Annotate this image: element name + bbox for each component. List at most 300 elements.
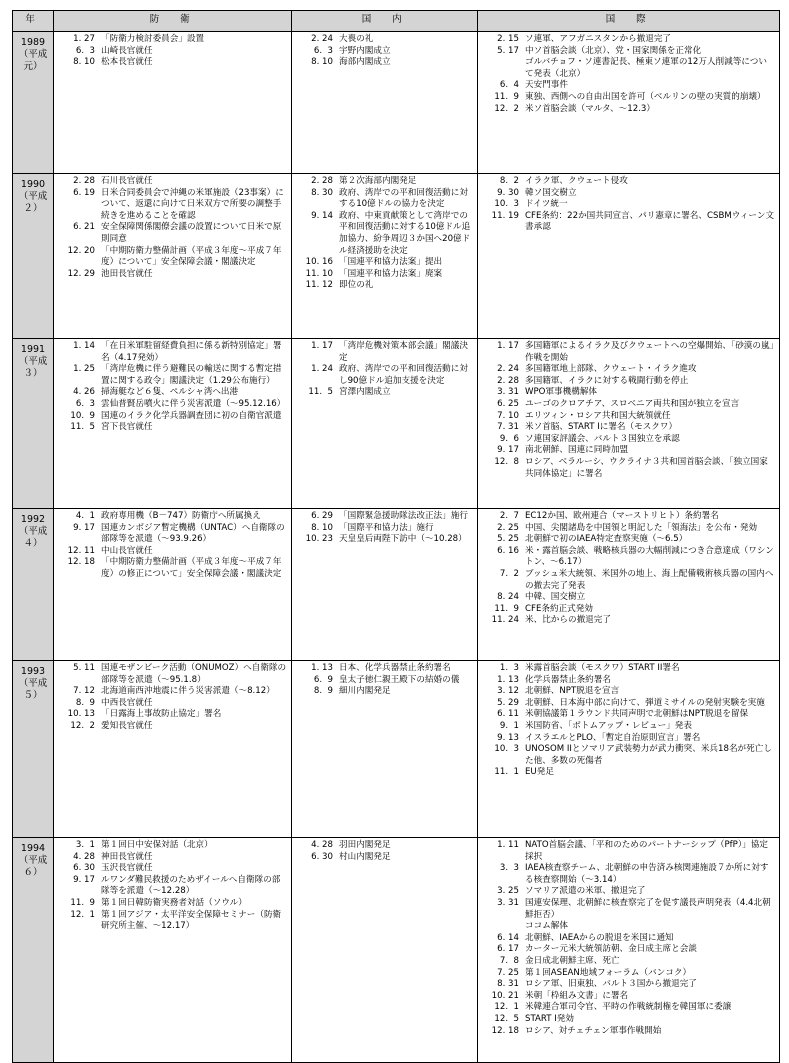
international-cell xyxy=(478,174,780,339)
header-international: 国 際 xyxy=(478,11,780,32)
year-label: 1993 xyxy=(20,666,46,677)
event-date: 8. 30 xyxy=(311,187,333,198)
event-entry xyxy=(478,1014,779,1026)
event-entry xyxy=(292,34,477,46)
event-entry xyxy=(54,34,291,46)
event-date: 4. 28 xyxy=(311,840,333,850)
event-text: 「国際平和協力法」施行 xyxy=(339,522,434,533)
event-date: 8. 9 xyxy=(75,697,95,708)
event-entry xyxy=(478,979,779,991)
event-entry xyxy=(54,863,291,875)
event-text: UNOSOM IIとソマリア武装勢力が武力衝突、米兵18名が死亡した他、多数の死傷者 xyxy=(525,744,772,766)
event-date: 6. 11 xyxy=(497,709,519,720)
event-entry xyxy=(478,364,779,376)
event-text: 北朝鮮で初のIAEA特定査察実施（～6.5） xyxy=(525,534,688,545)
event-text: NATO首脳会議、「平和のためのパートナーシップ（PfP）」協定採択 xyxy=(525,840,768,862)
event-entry xyxy=(54,176,291,188)
event-date: 6. 3 xyxy=(75,45,95,56)
event-text: 多国籍軍によるイラク及びクウェートへの空爆開始、「砂漠の嵐」作戦を開始 xyxy=(525,341,774,363)
event-text: 「湾岸危機に伴う避難民の輸送に関する暫定措置に関する政令」閣議決定（1.29公布施行） xyxy=(101,364,282,386)
event-text: 南北朝鮮、国連に同時加盟 xyxy=(525,445,629,456)
international-cell xyxy=(478,661,780,838)
event-date: 1. 25 xyxy=(73,364,95,375)
year-row xyxy=(13,32,780,174)
event-date: 3. 3 xyxy=(499,863,519,874)
event-date: 11. 5 xyxy=(308,387,333,398)
event-date: 8. 10 xyxy=(311,522,333,533)
international-cell xyxy=(478,32,780,174)
event-text: ソ連国家評議会、バルト３国独立を承認 xyxy=(525,433,680,444)
event-date: 6. 29 xyxy=(311,511,333,521)
event-text: 宮下長官就任 xyxy=(101,422,153,433)
event-entry xyxy=(478,422,779,434)
event-date: 12. 18 xyxy=(67,557,95,568)
event-text: ロシア、対チェチェン軍事作戦開始 xyxy=(525,1025,662,1036)
event-text: 第１回アジア・太平洋安全保障セミナー（防衛研究所主催、～12.17） xyxy=(101,909,282,932)
year-label: 1991 xyxy=(20,344,46,355)
event-entry xyxy=(478,1026,779,1038)
event-entry xyxy=(292,511,477,523)
event-entry xyxy=(54,399,291,411)
event-entry xyxy=(478,592,779,604)
event-date: 9. 1 xyxy=(499,720,519,731)
event-date: 12. 11 xyxy=(67,545,95,556)
era-label: （平成６） xyxy=(18,855,48,878)
event-entry xyxy=(54,557,291,580)
event-text: 「防衛力検討委員会」設置 xyxy=(101,34,205,44)
event-text: 皇太子徳仁親王殿下の結婚の儀 xyxy=(339,674,460,685)
event-entry xyxy=(478,57,779,80)
event-text: 山崎長官就任 xyxy=(101,45,153,56)
event-entry xyxy=(292,675,477,687)
event-date: 11. 9 xyxy=(494,603,519,614)
event-entry xyxy=(54,721,291,733)
event-text: 細川内閣発足 xyxy=(339,686,391,697)
event-entry xyxy=(54,411,291,423)
event-text: IAEA核査察チーム、北朝鮮の申告済み核関連施設７か所に対する核査察開始（～3.14） xyxy=(525,863,769,885)
event-date: 4. 1 xyxy=(75,511,95,521)
year-label: 1992 xyxy=(20,514,46,525)
event-entry xyxy=(478,968,779,980)
event-text: 第１回日中安保対話（北京） xyxy=(101,840,213,850)
event-text: ブッシュ米大統領、米国外の地上、海上配備戦術核兵器の国内への撤去完了発表 xyxy=(525,568,774,591)
event-date: 4. 28 xyxy=(73,851,95,862)
event-entry xyxy=(478,840,779,863)
event-entry xyxy=(478,523,779,535)
event-text: 米国防省、「ボトムアップ・レビュー」発表 xyxy=(525,720,692,731)
event-text: CFE条約：22か国共同宣言、パリ憲章に署名、CSBMウィーン文書承認 xyxy=(525,210,775,233)
event-entry xyxy=(478,387,779,399)
international-cell xyxy=(478,339,780,509)
event-date: 7. 25 xyxy=(497,967,519,978)
chronology-table xyxy=(12,10,780,1063)
event-entry xyxy=(478,445,779,457)
event-date: 8. 31 xyxy=(497,979,519,990)
event-entry xyxy=(292,280,477,292)
event-date: 9. 14 xyxy=(311,210,333,221)
event-text: ココム解体 xyxy=(525,921,568,932)
defense-cell xyxy=(54,509,292,661)
event-date: 9. 6 xyxy=(499,433,519,444)
event-text: 東独、西側への自由出国を許可（ベルリンの壁の実質的崩壊） xyxy=(525,91,766,102)
era-label: （平成２） xyxy=(18,191,48,214)
event-entry xyxy=(292,523,477,535)
year-cell xyxy=(13,838,54,1063)
event-text: ロシア軍、旧東独、バルト３国から撤退完了 xyxy=(525,979,697,990)
event-entry xyxy=(478,956,779,968)
event-text: 米ソ首脳会談（マルタ、～12.3） xyxy=(525,103,655,114)
event-entry xyxy=(478,663,779,675)
event-text: 大喪の礼 xyxy=(339,34,374,44)
event-date: 12. 1 xyxy=(70,909,95,920)
event-text: 北朝鮮、IAEAからの脱退を米国に通知 xyxy=(525,932,674,943)
event-text: ドイツ統一 xyxy=(525,199,568,210)
event-entry xyxy=(478,733,779,745)
event-entry xyxy=(292,387,477,399)
event-text: 米朝協議第１ラウンド共同声明で北朝鮮はNPT脱退を留保 xyxy=(525,709,749,720)
domestic-cell xyxy=(292,509,478,661)
event-entry xyxy=(54,511,291,523)
event-entry xyxy=(478,569,779,592)
year-cell xyxy=(13,339,54,509)
event-entry xyxy=(478,721,779,733)
event-date: 9. 17 xyxy=(73,522,95,533)
header-row xyxy=(13,11,780,32)
event-date: 9. 13 xyxy=(497,732,519,743)
event-text: 北朝鮮、NPT脱退を宣言 xyxy=(525,686,620,697)
event-entry xyxy=(54,57,291,69)
event-text: ゴルバチョフ・ソ連書記長、極東ソ連軍の12万人削減等について発表（北京） xyxy=(525,57,767,79)
event-date: 2. 24 xyxy=(311,34,333,44)
international-cell xyxy=(478,838,780,1063)
event-text: 多国籍軍、イラクに対する戦闘行動を停止 xyxy=(525,375,689,386)
event-entry xyxy=(292,269,477,281)
event-date: 5. 29 xyxy=(497,697,519,708)
event-entry xyxy=(478,411,779,423)
event-text: エリツィン・ロシア共和国大統領就任 xyxy=(525,410,671,421)
event-date: 6. 25 xyxy=(497,398,519,409)
event-entry xyxy=(478,767,779,779)
event-text: 国連安保理、北朝鮮に核査察完了を促す議長声明発表（4.4北朝鮮拒否） xyxy=(525,897,771,920)
defense-cell xyxy=(54,661,292,838)
event-text: EU発足 xyxy=(525,767,554,778)
event-entry xyxy=(54,875,291,898)
event-entry xyxy=(478,341,779,364)
event-entry xyxy=(54,840,291,852)
year-label: 1994 xyxy=(20,843,46,854)
event-text: WPO軍事機構解体 xyxy=(525,387,598,398)
event-text: 即位の礼 xyxy=(339,280,374,291)
event-date: 12. 2 xyxy=(494,103,519,114)
event-date: 11. 19 xyxy=(491,210,519,221)
event-text: 神田長官就任 xyxy=(101,851,153,862)
domestic-cell xyxy=(292,174,478,339)
event-text: 米ソ首脳、START Iに署名（モスクワ） xyxy=(525,422,678,433)
event-entry xyxy=(292,46,477,58)
event-text: 中山長官就任 xyxy=(101,545,153,556)
table-body xyxy=(13,32,780,1063)
year-row xyxy=(13,174,780,339)
event-entry xyxy=(292,188,477,211)
event-entry xyxy=(54,269,291,281)
event-entry xyxy=(478,709,779,721)
event-text: 米露首脳会談（モスクワ）START II署名 xyxy=(525,663,680,673)
event-text: 米朝「枠組み文書」に署名 xyxy=(525,990,629,1001)
event-entry xyxy=(478,886,779,898)
domestic-cell xyxy=(292,838,478,1063)
event-date: 9. 17 xyxy=(497,445,519,456)
event-entry xyxy=(54,46,291,58)
event-text: ルワンダ難民救援のためザイールへ自衛隊の部隊等を派遣（～12.28） xyxy=(101,874,281,897)
event-text: 「中期防衛力整備計画（平成３年度～平成７年度）について」安全保障会議・閣議決定 xyxy=(101,245,282,268)
event-date xyxy=(478,921,525,933)
event-text: 米・露首脳会談、戦略核兵器の大幅削減につき合意達成（ワシントン、～6.17） xyxy=(525,545,774,568)
event-date: 2. 7 xyxy=(499,511,519,521)
event-date: 12. 29 xyxy=(67,268,95,279)
event-text: 村山内閣発足 xyxy=(339,851,391,862)
event-entry xyxy=(54,387,291,399)
event-entry xyxy=(478,80,779,92)
event-entry xyxy=(292,341,477,364)
event-entry xyxy=(54,523,291,546)
event-entry xyxy=(54,188,291,223)
event-date: 1. 3 xyxy=(499,663,519,673)
event-entry xyxy=(54,663,291,686)
year-cell xyxy=(13,661,54,838)
event-entry xyxy=(54,852,291,864)
event-text: 「日露海上事故防止協定」署名 xyxy=(101,709,222,720)
event-entry xyxy=(292,57,477,69)
event-date: 12. 18 xyxy=(491,1025,519,1036)
event-date: 10. 21 xyxy=(491,990,519,1001)
domestic-cell xyxy=(292,339,478,509)
event-text: 北海道南西沖地震に伴う災害派遣（～8.12） xyxy=(101,686,275,697)
event-entry xyxy=(478,176,779,188)
event-text: 北朝鮮、日本海中部に向けて、弾道ミサイルの発射実験を実施 xyxy=(525,697,765,708)
event-text: EC12か国、欧州連合（マーストリヒト）条約署名 xyxy=(525,511,719,521)
event-text: 中ソ首脳会談（北京）、党・国家関係を正常化 xyxy=(525,45,702,56)
event-date: 4. 26 xyxy=(73,387,95,398)
event-date: 2. 28 xyxy=(497,375,519,386)
event-text: 化学兵器禁止条約署名 xyxy=(525,674,611,685)
event-text: 中国、尖閣諸島を中国領と明記した「領海法」を公布・発効 xyxy=(525,522,758,533)
event-entry xyxy=(478,399,779,411)
table-header xyxy=(13,11,780,32)
event-text: 政府、湾岸での平和回復活動に対する10億ドルの協力を決定 xyxy=(339,187,468,210)
year-row xyxy=(13,661,780,838)
event-date: 6. 3 xyxy=(313,45,333,56)
event-entry xyxy=(54,546,291,558)
event-text: 第１回日韓防衛実務者対話（ソウル） xyxy=(101,897,247,908)
event-date: 3. 25 xyxy=(497,886,519,897)
event-entry xyxy=(478,34,779,46)
event-date: 7. 2 xyxy=(499,568,519,579)
event-text: 玉沢長官就任 xyxy=(101,863,153,874)
era-label: （平成４） xyxy=(18,526,48,549)
event-entry xyxy=(478,457,779,480)
event-text: 「中期防衛力整備計画（平成３年度～平成７年度）の修正について」安全保障会議・閣議決定 xyxy=(101,557,282,579)
event-text: 愛知長官就任 xyxy=(101,720,153,731)
event-entry xyxy=(54,246,291,269)
event-date: 12. 8 xyxy=(494,456,519,467)
international-cell xyxy=(478,509,780,661)
event-date: 11. 5 xyxy=(70,422,95,433)
event-date: 12. 1 xyxy=(494,1002,519,1013)
event-entry xyxy=(478,991,779,1003)
event-date: 11. 24 xyxy=(491,615,519,626)
event-entry xyxy=(478,46,779,58)
defense-cell xyxy=(54,174,292,339)
year-row xyxy=(13,838,780,1063)
event-text: 日米合同委員会で沖縄の米軍施設（23事案）について、返還に向けて日米双方で所要の調整手続きを進めることを確認 xyxy=(101,187,284,221)
event-text: CFE条約正式発効 xyxy=(525,603,593,614)
event-date: 2. 24 xyxy=(497,364,519,375)
event-text: イスラエルとPLO、「暫定自治原則宣言」署名 xyxy=(525,732,701,743)
event-date: 7. 10 xyxy=(497,410,519,421)
event-date: 9. 17 xyxy=(73,874,95,885)
event-date: 10. 3 xyxy=(494,199,519,210)
event-date: 11. 9 xyxy=(494,91,519,102)
event-text: 宮澤内閣成立 xyxy=(339,387,391,398)
event-text: 第１回ASEAN地域フォーラム（バンコク） xyxy=(525,967,692,978)
event-entry xyxy=(478,675,779,687)
event-text: カーター元米大統領訪朝、金日成主席と会談 xyxy=(525,944,697,955)
chronology-table-container xyxy=(12,10,779,1063)
event-date: 1. 14 xyxy=(73,341,95,351)
year-label: 1989 xyxy=(20,37,46,48)
event-text: 「国際緊急援助隊法改正法」施行 xyxy=(339,511,468,521)
event-date: 1. 13 xyxy=(497,674,519,685)
event-text: 宇野内閣成立 xyxy=(339,45,391,56)
event-date: 8. 10 xyxy=(311,57,333,68)
event-entry xyxy=(478,933,779,945)
event-date xyxy=(478,57,525,80)
event-text: 国連カンボジア暫定機構（UNTAC）へ自衛隊の部隊等を派遣（～93.9.26） xyxy=(101,522,285,545)
event-text: 羽田内閣発足 xyxy=(339,840,391,850)
event-date: 3. 12 xyxy=(497,686,519,697)
event-entry xyxy=(478,199,779,211)
event-text: 日本、化学兵器禁止条約署名 xyxy=(339,663,451,673)
event-entry xyxy=(478,534,779,546)
event-text: START I発効 xyxy=(525,1013,574,1024)
event-entry xyxy=(478,434,779,446)
domestic-cell xyxy=(292,661,478,838)
event-date: 6. 4 xyxy=(499,80,519,91)
event-entry xyxy=(478,188,779,200)
event-date: 1. 13 xyxy=(311,663,333,673)
event-entry xyxy=(478,863,779,886)
era-label: （平成元） xyxy=(18,49,48,72)
event-text: 韓ソ国交樹立 xyxy=(525,187,577,198)
event-text: 「国連平和協力法案」提出 xyxy=(339,257,443,268)
event-entry xyxy=(478,944,779,956)
era-label: （平成５） xyxy=(18,678,48,701)
event-text: 雲仙普賢岳噴火に伴う災害派遣（～95.12.16） xyxy=(101,398,286,409)
event-date: 10. 3 xyxy=(494,744,519,755)
event-entry xyxy=(478,92,779,104)
event-date: 6. 21 xyxy=(73,222,95,233)
event-entry xyxy=(478,744,779,767)
event-text: 天安門事件 xyxy=(525,80,568,91)
event-entry xyxy=(54,341,291,364)
event-date: 11. 1 xyxy=(494,767,519,778)
event-date: 1. 17 xyxy=(311,341,333,351)
event-entry xyxy=(292,534,477,546)
event-date: 8. 9 xyxy=(313,686,333,697)
year-cell xyxy=(13,174,54,339)
event-text: 多国籍軍地上部隊、クウェート・イラク進攻 xyxy=(525,364,697,375)
event-date: 11. 10 xyxy=(305,268,333,279)
event-text: 金日成北朝鮮主席、死亡 xyxy=(525,955,620,966)
event-entry xyxy=(478,698,779,710)
event-text: ロシア、ベラルーシ、ウクライナ３共和国首脳会談、「独立国家共同体協定」に署名 xyxy=(525,456,768,479)
event-date: 6. 19 xyxy=(73,187,95,198)
year-row xyxy=(13,339,780,509)
event-text: 安全保障関係閣僚会議の設置について日米で原則同意 xyxy=(101,222,282,244)
event-text: 「国連平和協力法案」廃案 xyxy=(339,268,443,279)
event-date: 1. 27 xyxy=(73,34,95,44)
event-entry xyxy=(292,686,477,698)
event-entry xyxy=(478,686,779,698)
event-entry xyxy=(292,364,477,387)
event-date: 3. 31 xyxy=(497,387,519,398)
event-date: 10. 23 xyxy=(305,534,333,545)
event-entry xyxy=(478,921,779,933)
event-date: 9. 30 xyxy=(497,187,519,198)
event-entry xyxy=(292,852,477,864)
event-text: ソ連軍、アフガニスタンから撤退完了 xyxy=(525,34,672,44)
event-entry xyxy=(478,546,779,569)
event-date: 5. 25 xyxy=(497,534,519,545)
header-year: 年 xyxy=(13,11,54,32)
event-date: 7. 12 xyxy=(73,686,95,697)
event-text: 掃海艇など６隻、ペルシャ湾へ出港 xyxy=(101,387,239,398)
event-entry xyxy=(54,709,291,721)
event-text: 政府、中東貢献策として湾岸での平和回復活動に対する10億ドル追加協力、紛争周辺３か国へ20億ドル経済援助を決定 xyxy=(339,210,471,256)
event-date: 11. 12 xyxy=(305,280,333,291)
defense-cell xyxy=(54,32,292,174)
event-text: 海部内閣成立 xyxy=(339,57,391,68)
event-text: 石川長官就任 xyxy=(101,176,153,186)
header-domestic: 国 内 xyxy=(292,11,478,32)
event-date: 12. 20 xyxy=(67,245,95,256)
year-row xyxy=(13,509,780,661)
event-entry xyxy=(54,364,291,387)
event-date: 6. 3 xyxy=(75,398,95,409)
event-date: 6. 30 xyxy=(311,851,333,862)
event-date: 6. 30 xyxy=(73,863,95,874)
event-date: 6. 14 xyxy=(497,932,519,943)
event-entry xyxy=(292,211,477,257)
event-entry xyxy=(292,840,477,852)
event-entry xyxy=(292,176,477,188)
event-text: 米韓連合軍司令官、平時の作戦統制権を韓国軍に委譲 xyxy=(525,1002,732,1013)
event-text: ユーゴのクロアチア、スロベニア両共和国が独立を宣言 xyxy=(525,398,740,409)
event-text: 国連のイラク化学兵器調査団に初の自衛官派遣 xyxy=(101,410,282,421)
header-defense: 防 衛 xyxy=(54,11,292,32)
event-entry xyxy=(478,376,779,388)
event-date: 2. 28 xyxy=(73,176,95,186)
event-text: 国連モザンビーク活動（ONUMOZ）へ自衛隊の部隊等を派遣（～95.1.8） xyxy=(101,663,287,685)
event-text: 第２次海部内閣発足 xyxy=(339,176,417,186)
event-date: 5. 17 xyxy=(497,45,519,56)
event-date: 1. 24 xyxy=(311,364,333,375)
event-date: 12. 2 xyxy=(70,720,95,731)
event-entry xyxy=(478,511,779,523)
event-entry xyxy=(478,104,779,116)
event-text: 政府専用機（B－747）防衛庁へ所属換え xyxy=(101,511,261,521)
event-text: ソマリア派遣の米軍、撤退完了 xyxy=(525,886,646,897)
